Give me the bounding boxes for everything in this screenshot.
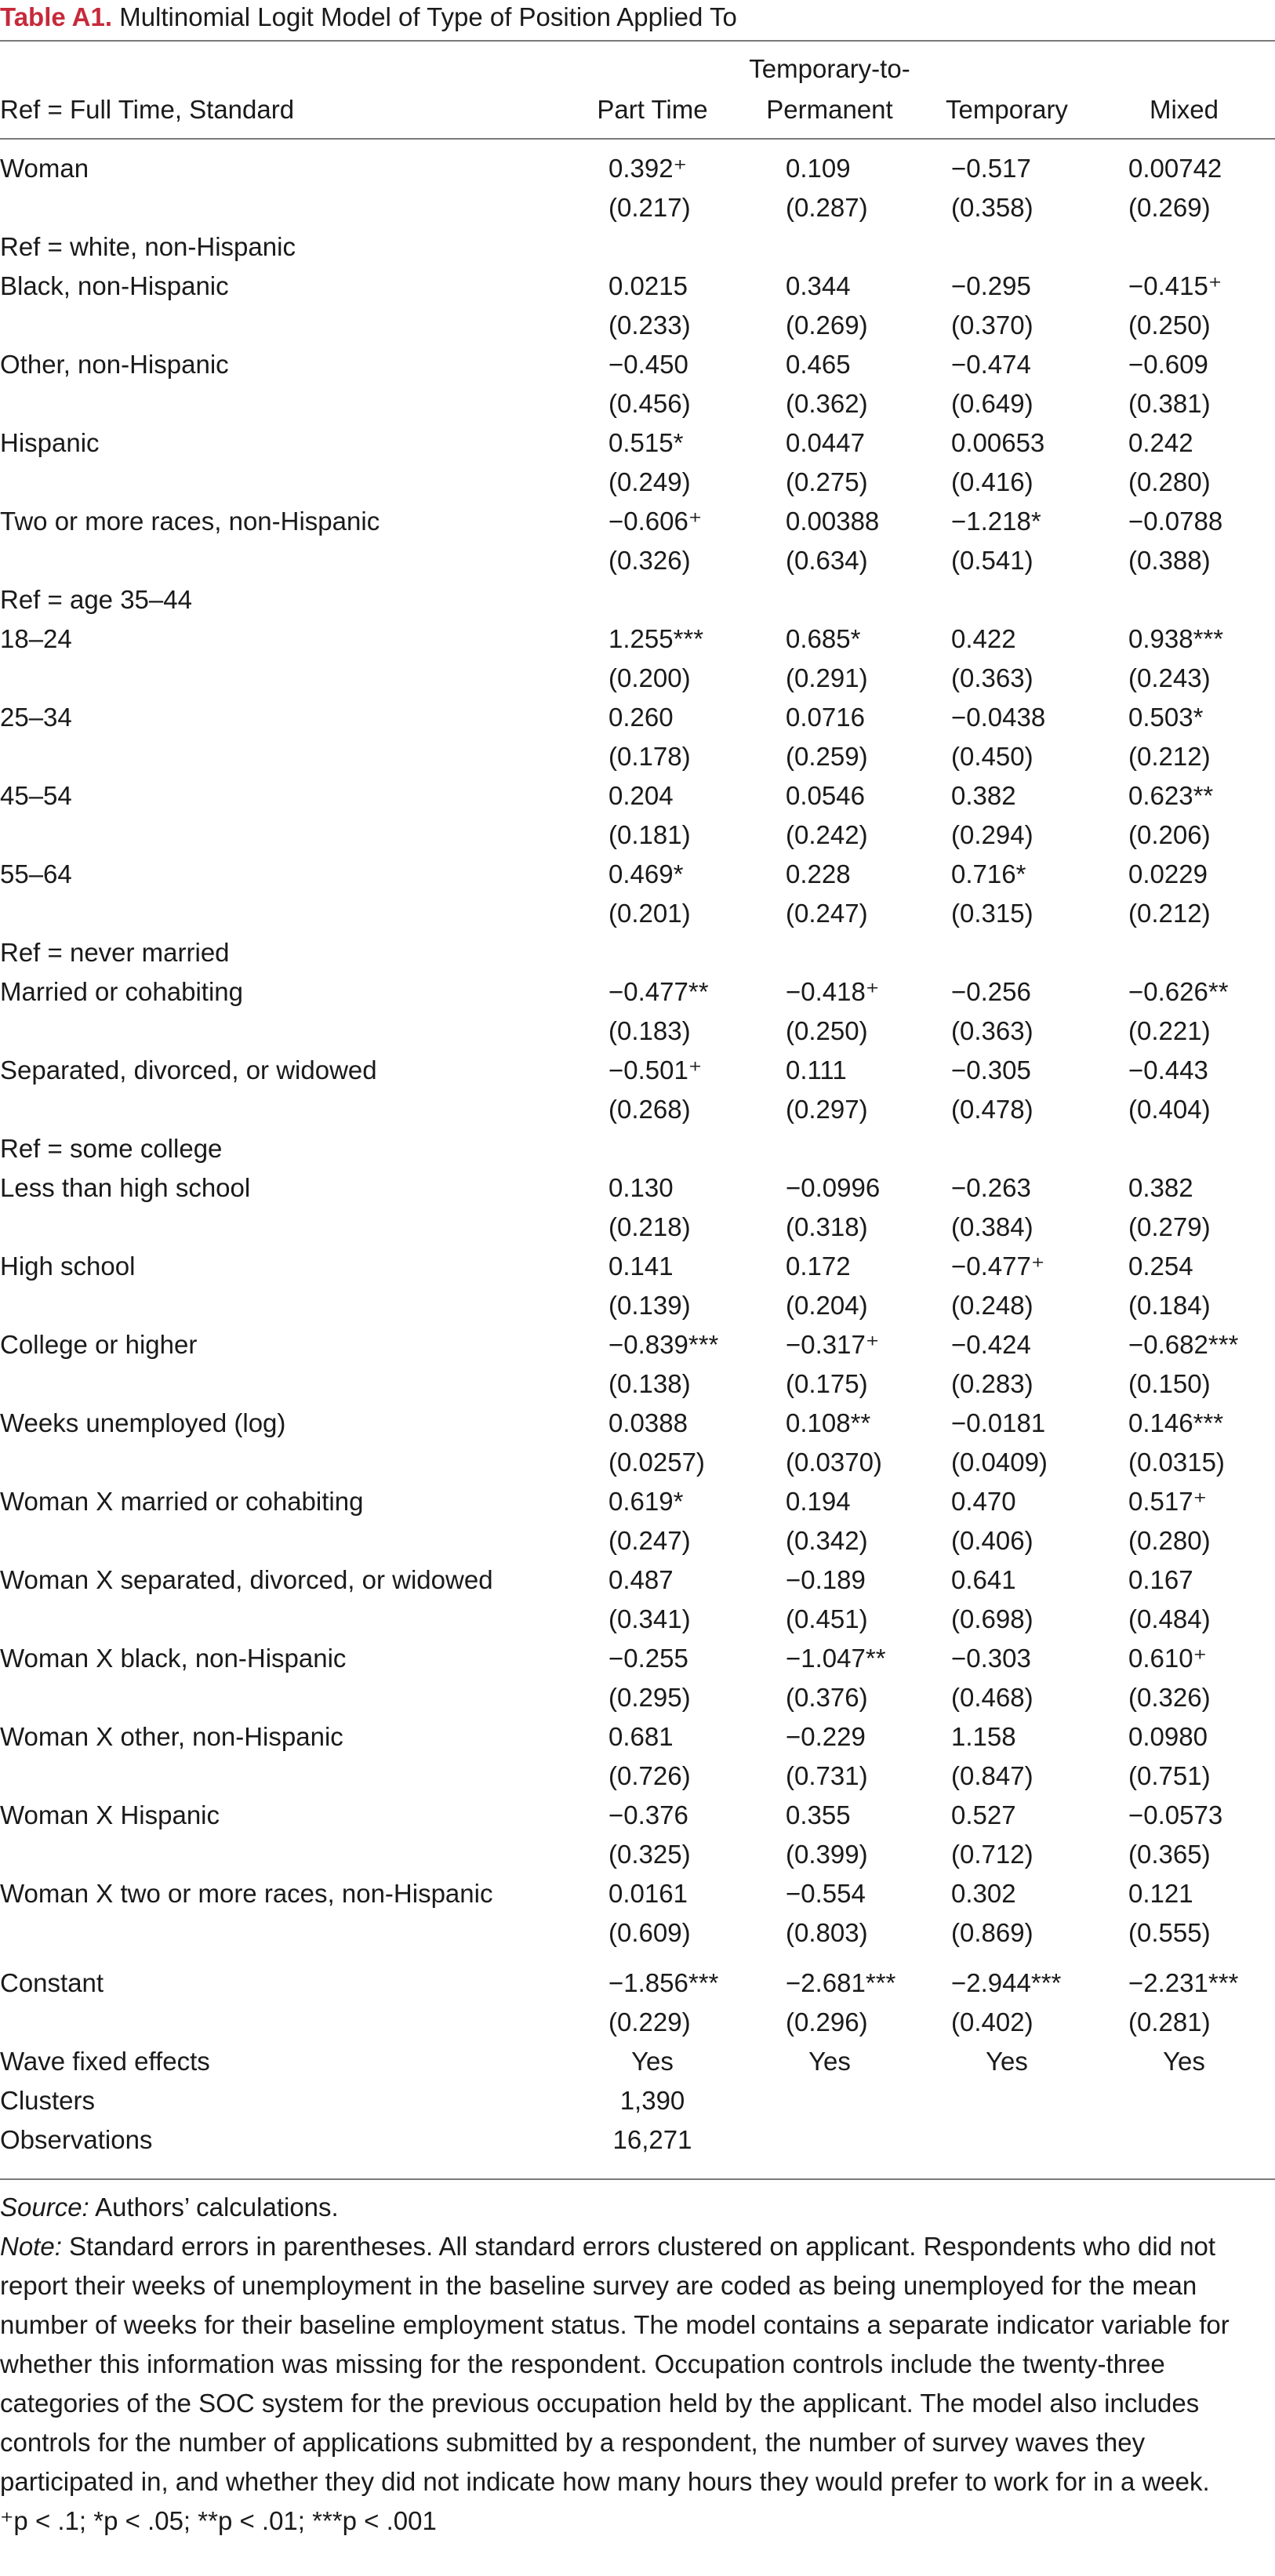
cell-col3: 0.422 <box>951 624 1016 653</box>
cell-col2: −0.554 <box>786 1879 866 1908</box>
cell-col2: 0.465 <box>786 350 851 379</box>
cell-col2: (0.803) <box>786 1918 868 1947</box>
table-row <box>0 580 1275 619</box>
table-row <box>0 423 1275 463</box>
cell-col1: (0.0257) <box>608 1448 705 1477</box>
cell-col3: 0.00653 <box>951 428 1045 457</box>
cell-col1: −0.839*** <box>608 1330 719 1359</box>
cell-col4: (0.404) <box>1128 1095 1211 1124</box>
cell-col3: (0.402) <box>951 2007 1033 2036</box>
cell-col1: (0.456) <box>608 389 691 418</box>
cell-col1: (0.200) <box>608 663 691 692</box>
table-row <box>0 2120 1275 2160</box>
table-row-std-errors <box>0 1678 1275 1717</box>
cell-col4: 0.242 <box>1128 428 1193 457</box>
cell-col1: (0.341) <box>608 1604 691 1633</box>
cell-col1: (0.138) <box>608 1369 691 1398</box>
reference-category-header: Ref = Full Time, Standard <box>0 95 295 124</box>
cell-col2: 0.355 <box>786 1800 851 1829</box>
general-note: Note: Standard errors in parentheses. All standard errors clustered on applicant. Respondents who did not report their weeks of unemployment in the baseline survey are coded as being unemployed for the mean number of weeks for their baseline employment status. The model contains a separate indicator variable for whether this information was missing for the respondent. Occupation controls include the twenty-three categories of the SOC system for the previous occupation held by the applicant. The model also includes controls for the number of applications submitted by a respondent, the number of survey waves they participated in, and whether they did not indicate how many hours they would prefer to work for in a week. <box>0 2232 1230 2496</box>
cell-col1: 0.0161 <box>608 1879 688 1908</box>
cell-col4: (0.279) <box>1128 1212 1211 1241</box>
row-label: Less than high school <box>0 1173 251 1202</box>
cell-col2: (0.362) <box>786 389 868 418</box>
table-row-std-errors <box>0 2003 1275 2042</box>
table-row-std-errors <box>0 1757 1275 1796</box>
row-label: Constant <box>0 1968 104 1997</box>
cell-col4: 0.121 <box>1128 1879 1193 1908</box>
row-label: 45–54 <box>0 781 72 810</box>
cell-col1: (0.247) <box>608 1526 691 1555</box>
cell-col1: 0.204 <box>608 781 674 810</box>
cell-col1: 0.515* <box>608 428 684 457</box>
header-rule <box>0 138 1275 140</box>
cell-col4: 0.610⁺ <box>1128 1644 1207 1673</box>
cell-col4: 0.938*** <box>1128 624 1224 653</box>
cell-col2: (0.242) <box>786 820 868 849</box>
top-rule <box>0 40 1275 42</box>
cell-col3: −0.477⁺ <box>951 1252 1045 1281</box>
cell-col3: (0.847) <box>951 1761 1033 1790</box>
cell-col4: 0.503* <box>1128 703 1204 732</box>
cell-col2: 0.685* <box>786 624 861 653</box>
cell-col4: −0.626** <box>1128 977 1229 1006</box>
bottom-rule <box>0 2178 1275 2180</box>
cell-col2: −2.681*** <box>786 1968 896 1997</box>
cell-col3: −0.0438 <box>951 703 1046 732</box>
cell-col2: (0.634) <box>786 546 868 575</box>
cell-col2: (0.297) <box>786 1095 868 1124</box>
cell-col3: (0.698) <box>951 1604 1033 1633</box>
cell-col2: −0.418⁺ <box>786 977 880 1006</box>
cell-col3: (0.869) <box>951 1918 1033 1947</box>
table-row-std-errors <box>0 1286 1275 1325</box>
row-label: Black, non-Hispanic <box>0 271 229 300</box>
cell-col3: −2.944*** <box>951 1968 1062 1997</box>
cell-col1: −0.376 <box>608 1800 688 1829</box>
cell-col4: −2.231*** <box>1128 1968 1239 1997</box>
cell-col3: (0.649) <box>951 389 1033 418</box>
cell-col2: (0.259) <box>786 742 868 771</box>
cell-col3: (0.363) <box>951 663 1033 692</box>
cell-col2: 0.172 <box>786 1252 851 1281</box>
cell-col2: (0.0370) <box>786 1448 882 1477</box>
cell-col3: −0.263 <box>951 1173 1031 1202</box>
row-label: Clusters <box>0 2086 96 2115</box>
cell-col1: 0.130 <box>608 1173 674 1202</box>
cell-col2: −1.047** <box>786 1644 886 1673</box>
table-row <box>0 149 1275 188</box>
table-row <box>0 1796 1275 1835</box>
cell-col1: (0.233) <box>608 311 691 340</box>
cell-col4: (0.221) <box>1128 1016 1211 1045</box>
cell-col1: (0.295) <box>608 1683 691 1712</box>
column-header-temp-to-perm-line2: Permanent <box>766 95 893 124</box>
cell-col4: −0.443 <box>1128 1055 1208 1085</box>
table-row <box>0 1717 1275 1757</box>
row-label: Woman X other, non-Hispanic <box>0 1722 343 1751</box>
cell-col2: (0.451) <box>786 1604 868 1633</box>
cell-col3: (0.468) <box>951 1683 1033 1712</box>
column-header-mixed: Mixed <box>1149 95 1219 124</box>
table-row-std-errors <box>0 306 1275 345</box>
table-row <box>0 1168 1275 1208</box>
source-note: Source: Authors’ calculations. <box>0 2193 339 2222</box>
cell-col3: (0.294) <box>951 820 1033 849</box>
row-label: 18–24 <box>0 624 72 653</box>
cell-col1: (0.181) <box>608 820 691 849</box>
cell-col2: (0.204) <box>786 1291 868 1320</box>
cell-col4: (0.281) <box>1128 2007 1211 2036</box>
table-number: Table A1. <box>0 2 113 31</box>
cell-col1: (0.139) <box>608 1291 691 1320</box>
cell-col1: (0.178) <box>608 742 691 771</box>
table-row-std-errors <box>0 659 1275 698</box>
table-row-std-errors <box>0 541 1275 580</box>
row-label: Woman <box>0 154 89 183</box>
cell-col1: (0.325) <box>608 1840 691 1869</box>
row-label: Ref = never married <box>0 938 230 967</box>
row-label: Two or more races, non-Hispanic <box>0 507 380 536</box>
cell-col3: (0.363) <box>951 1016 1033 1045</box>
cell-col4: 0.146*** <box>1128 1408 1224 1437</box>
row-label: Weeks unemployed (log) <box>0 1408 286 1437</box>
cell-col2: −0.189 <box>786 1565 866 1594</box>
cell-col2: (0.250) <box>786 1016 868 1045</box>
table-caption: Multinomial Logit Model of Type of Position Applied To <box>119 2 737 31</box>
row-label: Ref = white, non-Hispanic <box>0 232 296 261</box>
table-row <box>0 855 1275 894</box>
table-row-std-errors <box>0 1012 1275 1051</box>
cell-col1: 0.469* <box>608 859 684 888</box>
cell-col2: 0.108** <box>786 1408 871 1437</box>
cell-col4: (0.484) <box>1128 1604 1211 1633</box>
cell-col1: (0.183) <box>608 1016 691 1045</box>
table-row-std-errors <box>0 1913 1275 1953</box>
cell-col3: 1.158 <box>951 1722 1016 1751</box>
cell-col4: 0.167 <box>1128 1565 1193 1594</box>
cell-col2: −0.0996 <box>786 1173 881 1202</box>
cell-col2: 0.0447 <box>786 428 865 457</box>
table-body <box>0 149 1275 2160</box>
cell-col4: 0.00742 <box>1128 154 1222 183</box>
cell-col3: (0.358) <box>951 193 1033 222</box>
cell-col3: 0.382 <box>951 781 1016 810</box>
cell-col4: (0.280) <box>1128 1526 1211 1555</box>
cell-col1: −1.856*** <box>608 1968 719 1997</box>
row-label: Woman X separated, divorced, or widowed <box>0 1565 493 1594</box>
cell-col3: (0.248) <box>951 1291 1033 1320</box>
cell-col1: 16,271 <box>612 2125 692 2154</box>
table-row-std-errors <box>0 188 1275 227</box>
cell-col4: 0.623** <box>1128 781 1214 810</box>
table-row-std-errors <box>0 1364 1275 1404</box>
row-label: Other, non-Hispanic <box>0 350 229 379</box>
table-row <box>0 227 1275 267</box>
row-label: 25–34 <box>0 703 72 732</box>
cell-col1: (0.201) <box>608 899 691 928</box>
row-label: Ref = some college <box>0 1134 223 1163</box>
cell-col4: −0.415⁺ <box>1128 271 1222 300</box>
cell-col3: (0.315) <box>951 899 1033 928</box>
column-header-temp-to-perm-line1: Temporary-to- <box>749 54 910 83</box>
column-header-part-time: Part Time <box>597 95 708 124</box>
table-row-std-errors <box>0 1090 1275 1129</box>
cell-col2: (0.731) <box>786 1761 868 1790</box>
row-label: Hispanic <box>0 428 100 457</box>
row-label: Woman X two or more races, non-Hispanic <box>0 1879 493 1908</box>
significance-note: ⁺p < .1; *p < .05; **p < .01; ***p < .001 <box>0 2506 437 2535</box>
cell-col1: (0.217) <box>608 193 691 222</box>
table-row-std-errors <box>0 816 1275 855</box>
cell-col2: (0.376) <box>786 1683 868 1712</box>
cell-col2: (0.287) <box>786 193 868 222</box>
row-label: Observations <box>0 2125 153 2154</box>
table-row-std-errors <box>0 737 1275 776</box>
cell-col4: (0.326) <box>1128 1683 1211 1712</box>
table-row <box>0 345 1275 384</box>
cell-col1: (0.726) <box>608 1761 691 1790</box>
cell-col1: (0.218) <box>608 1212 691 1241</box>
cell-col1: −0.255 <box>608 1644 688 1673</box>
table-row-std-errors <box>0 1208 1275 1247</box>
cell-col3: −0.474 <box>951 350 1031 379</box>
cell-col4: 0.0229 <box>1128 859 1208 888</box>
cell-col2: (0.399) <box>786 1840 868 1869</box>
row-label: College or higher <box>0 1330 198 1359</box>
cell-col4: (0.280) <box>1128 467 1211 496</box>
cell-col1: 0.260 <box>608 703 674 732</box>
cell-col1: 1,390 <box>619 2086 685 2115</box>
cell-col4: −0.609 <box>1128 350 1208 379</box>
cell-col4: (0.250) <box>1128 311 1211 340</box>
cell-col3: 0.716* <box>951 859 1026 888</box>
table-row-std-errors <box>0 1443 1275 1482</box>
cell-col4: (0.388) <box>1128 546 1211 575</box>
cell-col3: −0.295 <box>951 271 1031 300</box>
cell-col4: 0.382 <box>1128 1173 1193 1202</box>
row-label: Woman X black, non-Hispanic <box>0 1644 347 1673</box>
cell-col2: (0.342) <box>786 1526 868 1555</box>
cell-col1: −0.477** <box>608 977 709 1006</box>
table-row-std-errors <box>0 894 1275 933</box>
cell-col1: 0.0388 <box>608 1408 688 1437</box>
table-row-std-errors <box>0 1600 1275 1639</box>
cell-col3: 0.470 <box>951 1487 1016 1516</box>
table-row <box>0 1247 1275 1286</box>
table-title <box>0 2 737 33</box>
cell-col1: (0.268) <box>608 1095 691 1124</box>
row-label: High school <box>0 1252 136 1281</box>
cell-col4: Yes <box>1163 2047 1205 2076</box>
cell-col2: 0.344 <box>786 271 851 300</box>
cell-col2: 0.109 <box>786 154 851 183</box>
cell-col4: 0.254 <box>1128 1252 1193 1281</box>
cell-col2: 0.194 <box>786 1487 851 1516</box>
cell-col2: 0.111 <box>786 1055 847 1085</box>
table-row <box>0 502 1275 541</box>
cell-col3: (0.541) <box>951 546 1033 575</box>
cell-col4: (0.365) <box>1128 1840 1211 1869</box>
cell-col4: 0.517⁺ <box>1128 1487 1207 1516</box>
cell-col2: Yes <box>808 2047 851 2076</box>
row-label: Woman X Hispanic <box>0 1800 220 1829</box>
cell-col2: 0.00388 <box>786 507 880 536</box>
table-row <box>0 267 1275 306</box>
cell-col4: (0.555) <box>1128 1918 1211 1947</box>
cell-col2: 0.0546 <box>786 781 865 810</box>
cell-col2: (0.318) <box>786 1212 868 1241</box>
table-row <box>0 933 1275 972</box>
table-row-std-errors <box>0 1835 1275 1874</box>
table-row-std-errors <box>0 1521 1275 1560</box>
cell-col1: Yes <box>631 2047 674 2076</box>
cell-col2: (0.275) <box>786 467 868 496</box>
cell-col3: (0.370) <box>951 311 1033 340</box>
cell-col3: −0.517 <box>951 154 1031 183</box>
row-label: Separated, divorced, or widowed <box>0 1055 377 1085</box>
table-row <box>0 776 1275 816</box>
cell-col4: 0.0980 <box>1128 1722 1208 1751</box>
row-label: Ref = age 35–44 <box>0 585 192 614</box>
cell-col3: −0.256 <box>951 977 1031 1006</box>
table-row <box>0 1129 1275 1168</box>
row-label: 55–64 <box>0 859 72 888</box>
cell-col2: 0.0716 <box>786 703 865 732</box>
cell-col1: (0.609) <box>608 1918 691 1947</box>
cell-col3: (0.712) <box>951 1840 1033 1869</box>
table-notes <box>0 2188 1275 2541</box>
cell-col4: (0.150) <box>1128 1369 1211 1398</box>
table-row <box>0 698 1275 737</box>
cell-col3: Yes <box>986 2047 1028 2076</box>
cell-col4: (0.243) <box>1128 663 1211 692</box>
table-row <box>0 972 1275 1012</box>
table-row <box>0 1325 1275 1364</box>
cell-col1: (0.229) <box>608 2007 691 2036</box>
table-row <box>0 1560 1275 1600</box>
cell-col3: −0.305 <box>951 1055 1031 1085</box>
cell-col3: (0.416) <box>951 467 1033 496</box>
cell-col2: −0.317⁺ <box>786 1330 880 1359</box>
cell-col1: −0.450 <box>608 350 688 379</box>
cell-col3: 0.302 <box>951 1879 1016 1908</box>
cell-col4: (0.212) <box>1128 899 1211 928</box>
cell-col1: 0.487 <box>608 1565 674 1594</box>
cell-col3: 0.527 <box>951 1800 1016 1829</box>
cell-col1: −0.501⁺ <box>608 1055 703 1085</box>
cell-col3: (0.283) <box>951 1369 1033 1398</box>
table-row <box>0 1051 1275 1090</box>
cell-col2: 0.228 <box>786 859 851 888</box>
table-row <box>0 2081 1275 2120</box>
cell-col3: (0.406) <box>951 1526 1033 1555</box>
cell-col3: 0.641 <box>951 1565 1016 1594</box>
cell-col2: (0.296) <box>786 2007 868 2036</box>
cell-col4: −0.0573 <box>1128 1800 1223 1829</box>
column-header-temporary: Temporary <box>946 95 1068 124</box>
cell-col1: 0.681 <box>608 1722 674 1751</box>
table-row <box>0 2042 1275 2081</box>
table-row-std-errors <box>0 463 1275 502</box>
cell-col3: (0.0409) <box>951 1448 1048 1477</box>
cell-col4: (0.212) <box>1128 742 1211 771</box>
table-row <box>0 1404 1275 1443</box>
cell-col3: −0.303 <box>951 1644 1031 1673</box>
cell-col2: −0.229 <box>786 1722 866 1751</box>
table-row <box>0 1482 1275 1521</box>
row-label: Wave fixed effects <box>0 2047 210 2076</box>
cell-col4: (0.751) <box>1128 1761 1211 1790</box>
table-row-std-errors <box>0 384 1275 423</box>
cell-col1: 0.0215 <box>608 271 688 300</box>
cell-col1: (0.249) <box>608 467 691 496</box>
cell-col1: 0.141 <box>608 1252 674 1281</box>
table-row <box>0 1639 1275 1678</box>
row-label: Woman X married or cohabiting <box>0 1487 364 1516</box>
cell-col2: (0.291) <box>786 663 868 692</box>
cell-col1: (0.326) <box>608 546 691 575</box>
row-label: Married or cohabiting <box>0 977 243 1006</box>
table-row <box>0 619 1275 659</box>
cell-col4: −0.682*** <box>1128 1330 1239 1359</box>
cell-col4: (0.206) <box>1128 820 1211 849</box>
cell-col3: −1.218* <box>951 507 1041 536</box>
table-row <box>0 1964 1275 2003</box>
cell-col4: (0.269) <box>1128 193 1211 222</box>
cell-col3: −0.424 <box>951 1330 1031 1359</box>
cell-col3: (0.478) <box>951 1095 1033 1124</box>
cell-col3: −0.0181 <box>951 1408 1046 1437</box>
cell-col2: (0.247) <box>786 899 868 928</box>
cell-col1: 0.392⁺ <box>608 154 687 183</box>
cell-col4: −0.0788 <box>1128 507 1223 536</box>
table-row <box>0 1874 1275 1913</box>
cell-col2: (0.175) <box>786 1369 868 1398</box>
cell-col3: (0.384) <box>951 1212 1033 1241</box>
cell-col2: (0.269) <box>786 311 868 340</box>
cell-col4: (0.381) <box>1128 389 1211 418</box>
cell-col1: −0.606⁺ <box>608 507 703 536</box>
cell-col4: (0.0315) <box>1128 1448 1225 1477</box>
cell-col3: (0.450) <box>951 742 1033 771</box>
cell-col4: (0.184) <box>1128 1291 1211 1320</box>
cell-col1: 1.255*** <box>608 624 704 653</box>
cell-col1: 0.619* <box>608 1487 684 1516</box>
